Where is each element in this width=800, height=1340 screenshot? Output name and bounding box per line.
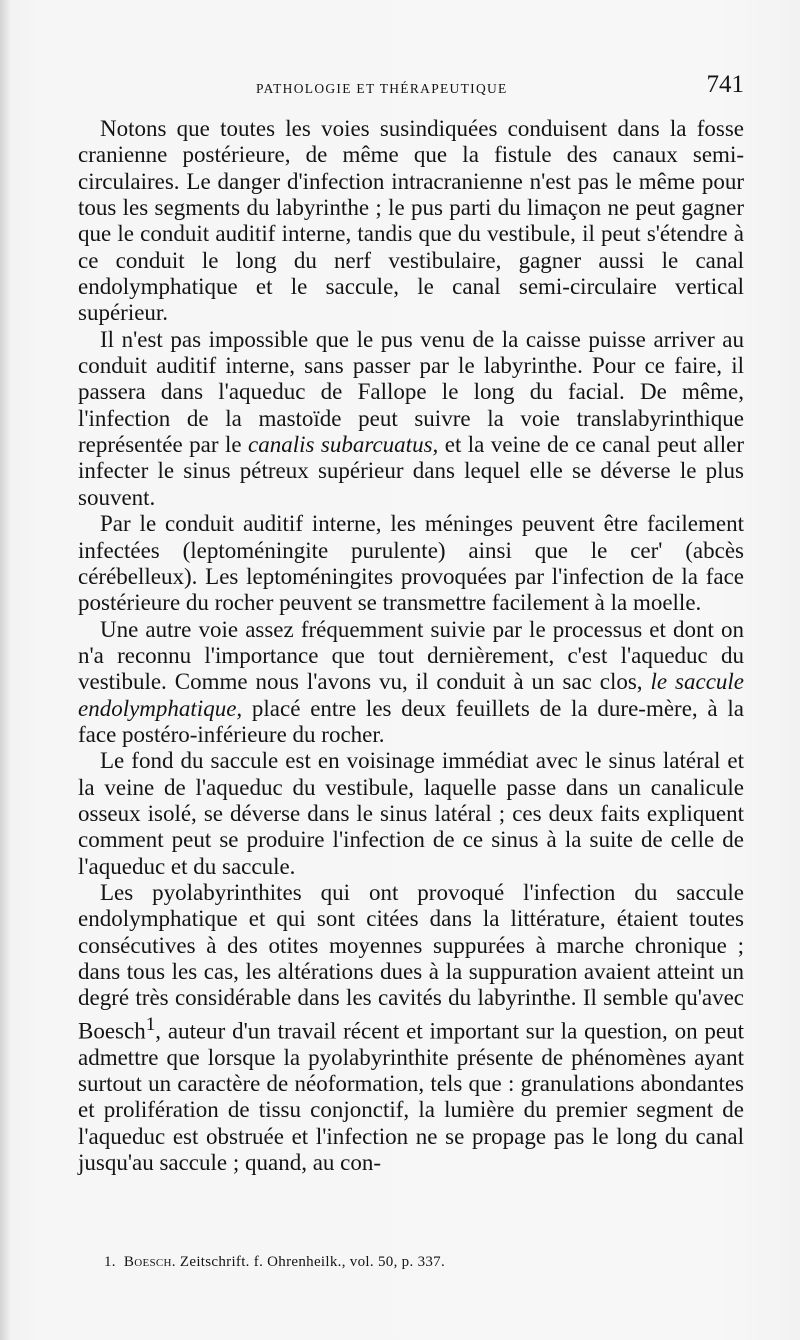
page-gutter-shadow [0, 0, 10, 1340]
paragraph-3 [78, 511, 744, 616]
paragraph-2 [78, 327, 744, 511]
italic-term-canalis: canalis subarcuatus, [248, 432, 439, 458]
paragraph-1-text: Notons que toutes les voies susindiquées conduisent dans la fosse cranienne postérieure, de même que la fistule des canaux semi-circulaires. Le danger d'infection intracranienne n'est pas le même pour tous les segments du labyrinthe ; le pus parti du limaçon ne peut gagner que le conduit auditif interne, tandis que du vestibule, il peut s'étendre à ce conduit le long du nerf vestibulaire, gagner aussi le canal endolymphatique et le saccule, le canal semi-circulaire vertical supérieur. [78, 116, 744, 326]
paragraph-6 [78, 880, 744, 1176]
paragraph-4-text: Une autre voie assez fréquemment suivie par le processus et dont on n'a reconnu l'importance que tout dernièrement, c'est l'aqueduc du vestibule. Comme nous l'avons vu, il conduit à un sac clos, [78, 616, 744, 695]
paragraph-5 [78, 748, 744, 880]
italic-term-saccule: le saccule endolymphatique, [78, 669, 745, 721]
paragraph-3-text: Par le conduit auditif interne, les méninges peuvent être facilement infectées (leptoméningite purulente) ainsi que le cer' (abcès cérébelleux). Les leptoméningites provoquées par l'infection de la face postérieure du rocher peuvent se transmettre facilement à la moelle. [78, 511, 744, 616]
footnote-marker: 1 [145, 1013, 156, 1035]
page-header [78, 70, 744, 106]
paragraph-4 [78, 617, 744, 749]
body-text [78, 116, 744, 1176]
footnote-number: 1. [104, 1254, 116, 1270]
paragraph-6-text-end: , auteur d'un travail récent et important sur la question, on peut admettre que lorsque la pyolabyrinthite présente de phénomènes ayant surtout un caractère de néoformation, tels que : granulations abondantes et prolifération de tissu conjonctif, la lumière du premier segment de l'aqueduc est obstruée et l'infection ne se propage pas le long du canal jusqu'au saccule ; quand, au con- [78, 1018, 744, 1176]
paragraph-4-text-end: placé entre les deux feuillets de la dure-mère, à la face postéro-inférieure du rocher. [78, 695, 744, 747]
footnote-citation: Zeitschrift. f. Ohrenheilk., vol. 50, p. 337. [179, 1254, 446, 1270]
page-number: 741 [706, 71, 744, 98]
footnote [104, 1254, 744, 1271]
footnote-author: Boesch. [123, 1254, 176, 1270]
paragraph-5-text: Le fond du saccule est en voisinage immédiat avec le sinus latéral et la veine de l'aqueduc du vestibule, laquelle passe dans un canalicule osseux isolé, se déverse dans le sinus latéral ; ces deux faits expliquent comment peut se produire l'infection de ce sinus à la suite de celle de l'aqueduc et du saccule. [78, 748, 744, 879]
paragraph-1 [78, 116, 744, 327]
paragraph-6-text: Les pyolabyrinthites qui ont provoqué l'infection du saccule endolymphatique et qui sont citées dans la littérature, étaient toutes consécutives à des otites moyennes suppurées à marche chronique ; dans tous les cas, les altérations dues à la suppuration avaient atteint un degré très considérable dans les cavités du labyrinthe. Il semble qu'avec Boesch [78, 879, 744, 1044]
paragraph-2-text: Il n'est pas impossible que le pus venu de la caisse puisse arriver au conduit auditif interne, sans passer par le labyrinthe. Pour ce faire, il passera dans l'aqueduc de Fallope le long du facial. De même, l'infection de la mastoïde peut suivre la voie translabyrinthique représentée par le [78, 326, 744, 458]
running-head: PATHOLOGIE ET THÉRAPEUTIQUE [256, 81, 508, 96]
paragraph-2-text-end: et la veine de ce canal peut aller infecter le sinus pétreux supérieur dans lequel elle se déverse le plus souvent. [78, 432, 744, 510]
